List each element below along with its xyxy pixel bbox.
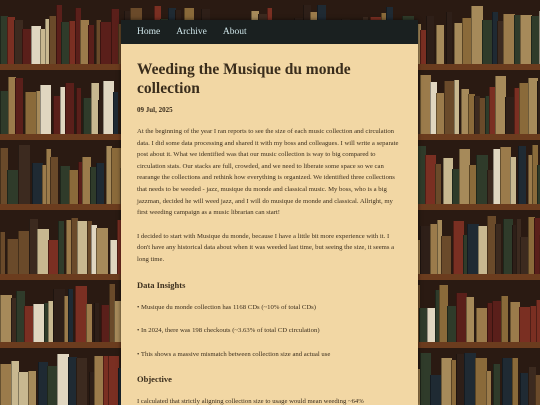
nav-archive-link[interactable]: Archive [176,27,207,37]
nav-home-link[interactable]: Home [137,27,161,37]
paragraph-start: I decided to start with Musique du monde, because I have a little bit more experience with it. I don't have any historical data about when it was weeded last time, but seeing the size, it seems a long time. [137,232,395,263]
list-item: • This shows a massive mismatch between collection size and actual use [137,350,331,358]
content-column [121,20,418,405]
list-item: • Musique du monde collection has 1168 CDs (~10% of total CDs) [137,303,317,311]
post-date: 09 Jul, 2025 [137,106,173,114]
data-insights-heading: Data Insights [137,279,186,290]
objective-heading: Objective [137,374,172,385]
paragraph-intro: At the beginning of the year I ran reports to see the size of each music collection and circulation data. I did some data processing and shared it with my boss and colleagues. I will write a separate post about it. What we identified was that our music collection is way to big compared to circulation stats. Our stacks are full, crowded, and we need to liberate some space so we can rearange the collections and rethink how everything is organized. We identified three collections that needs to be weeded - jazz, musique du monde and classical music. My boss, who is a big jazzman, decided he will weed jazz, and I will do musique de monde and classical. Allright, my first weeding campaign as a music librarian can start! [137,128,399,217]
page-title: Weeding the Musique du monde collection [137,61,351,97]
top-nav [121,20,418,44]
list-item: • In 2024, there was 198 checkouts (~3.63% of total CD circulation) [137,327,320,335]
nav-about-link[interactable]: About [222,27,247,37]
article [121,60,418,405]
paragraph-objective: I calculated that strictly aligning collection size to usage would mean weeding ~64% [137,398,364,405]
